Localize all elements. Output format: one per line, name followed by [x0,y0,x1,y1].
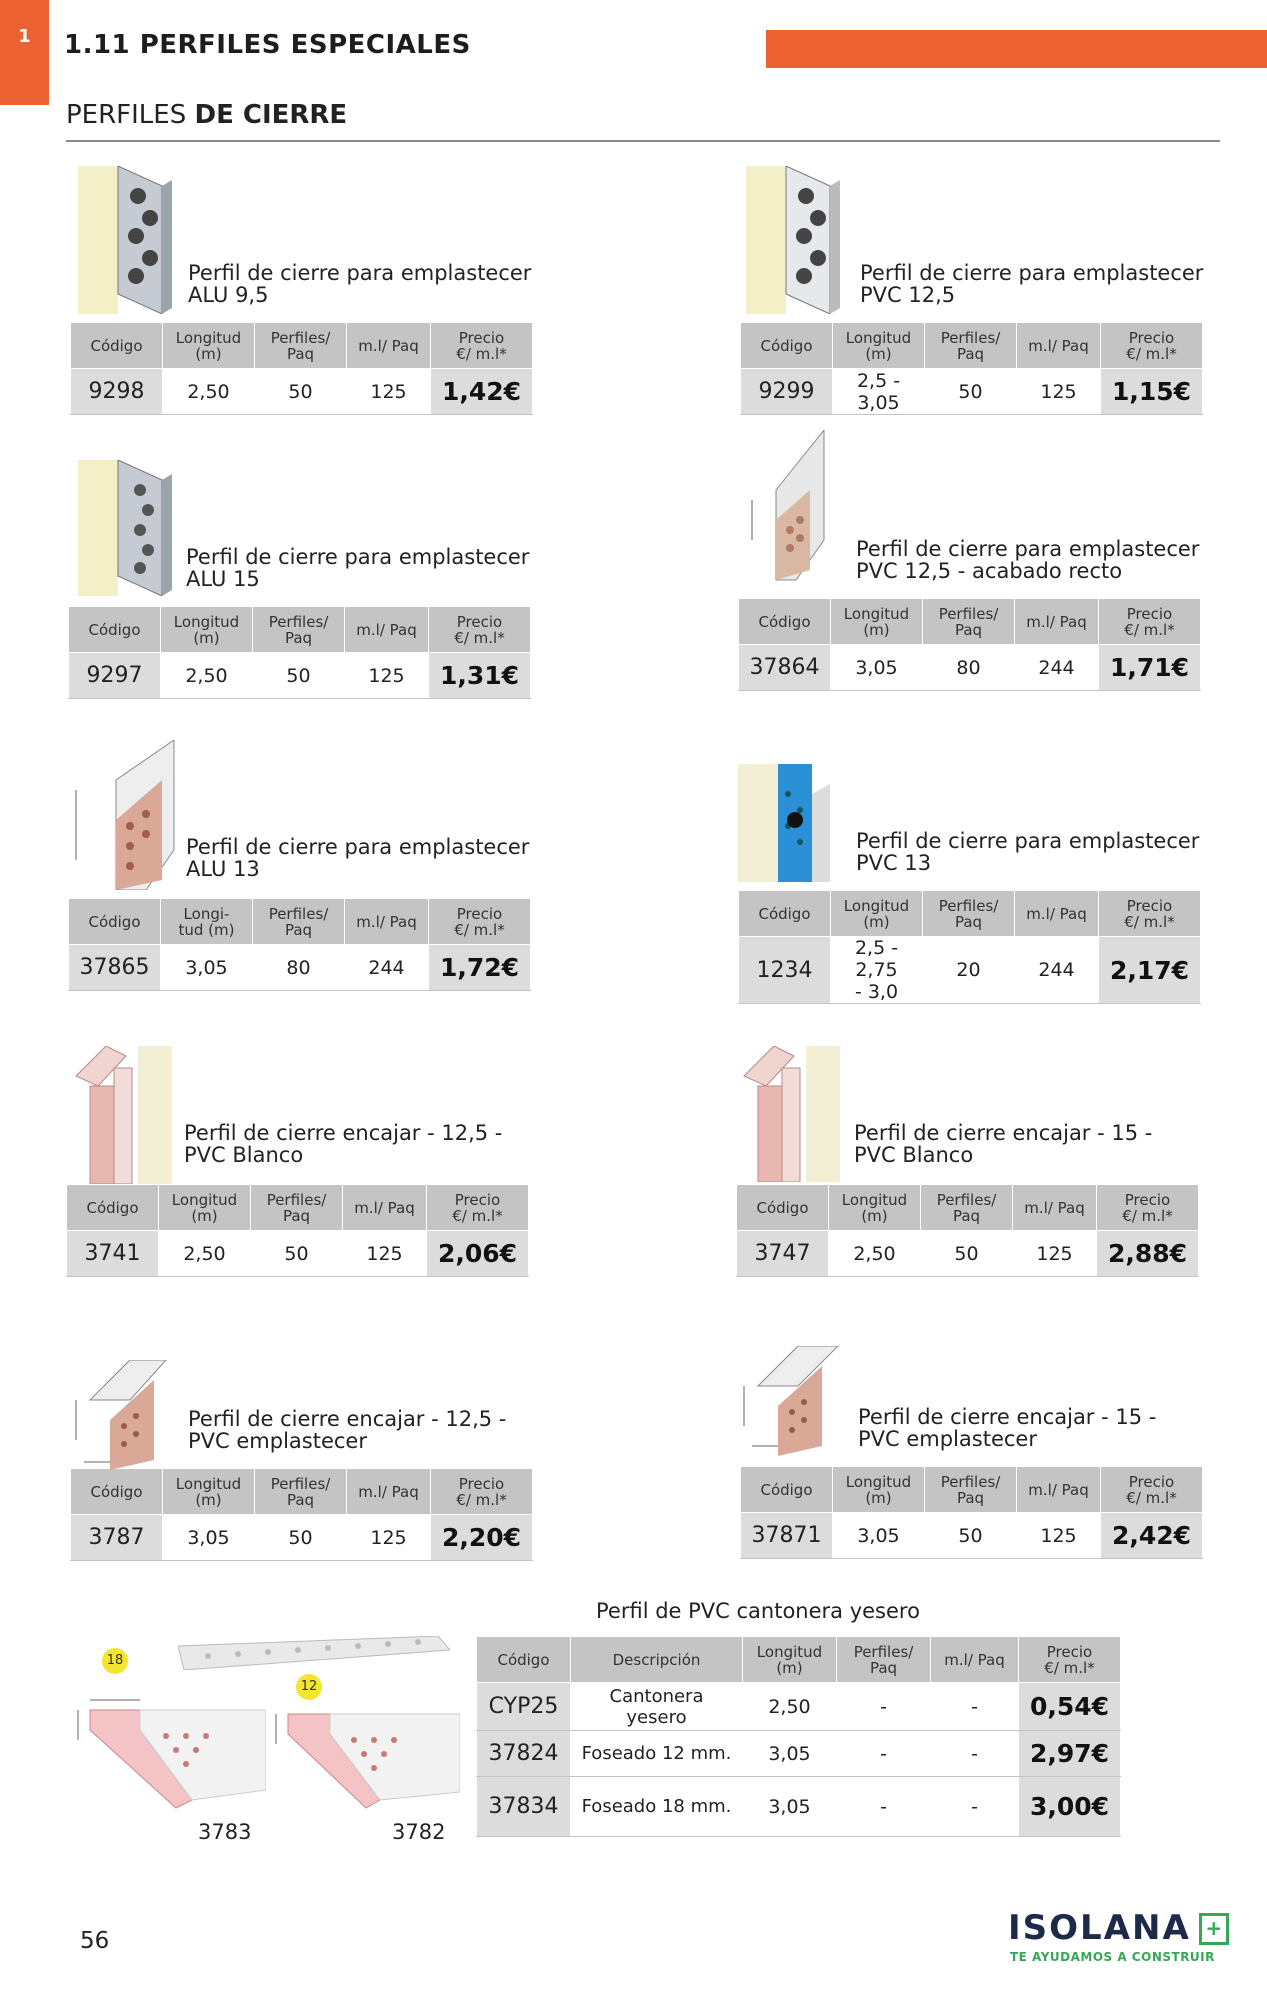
product-title: Perfil de cierre encajar - 12,5 - PVC emplastecer [188,1407,507,1453]
col-header-price: Precio €/ m.l* [1101,323,1203,369]
col-header-length: Longitud (m) [743,1637,837,1683]
profile-illustration [70,1360,170,1470]
cell-per-pack: 50 [255,369,347,415]
product-title: Perfil de cierre encajar - 12,5 - PVC Blanco [184,1121,503,1167]
cell-code: CYP25 [477,1683,571,1731]
cell-ml-pack: - [931,1731,1019,1777]
col-header-code: Código [741,1467,833,1513]
col-header-code: Código [741,323,833,369]
logo-plus-icon: + [1199,1913,1229,1945]
product-title: Perfil de cierre para emplastecer PVC 13 [856,829,1200,875]
cell-code: 1234 [739,937,831,1004]
col-header-per-pack: Perfiles/ Paq [251,1185,343,1231]
col-header-price: Precio €/ m.l* [1099,599,1201,645]
cell-length: 3,05 [833,1513,925,1559]
col-header-ml-pack: m.l/ Paq [1015,891,1099,937]
col-header-length: Longitud (m) [833,1467,925,1513]
cell-per-pack: - [837,1731,931,1777]
col-header-per-pack: Perfiles/ Paq [837,1637,931,1683]
col-header-per-pack: Perfiles/ Paq [253,899,345,945]
product-table [738,598,1201,691]
cell-ml-pack: 125 [1017,1513,1101,1559]
profile-illustration [746,166,842,314]
cell-per-pack: 80 [923,645,1015,691]
col-header-length: Longitud (m) [163,1469,255,1515]
cell-price: 2,42€ [1101,1513,1203,1559]
header-accent-bar [766,30,1267,68]
profile-illustration [66,740,178,890]
cantonera-diagram [76,1690,266,1810]
col-header-length: Longitud (m) [831,891,923,937]
product-table [66,1184,529,1277]
col-header-ml-pack: m.l/ Paq [345,899,429,945]
cell-length: 2,50 [829,1231,921,1277]
cell-price: 2,06€ [427,1231,529,1277]
col-header-price: Precio €/ m.l* [1019,1637,1121,1683]
col-header-length: Longitud (m) [161,607,253,653]
cell-code: 9297 [69,653,161,699]
col-header-ml-pack: m.l/ Paq [1013,1185,1097,1231]
cell-length: 3,05 [163,1515,255,1561]
col-header-code: Código [739,599,831,645]
col-header-price: Precio €/ m.l* [429,899,531,945]
cell-per-pack: 50 [921,1231,1013,1277]
product-title: Perfil de cierre para emplastecer PVC 12,5 [860,261,1204,307]
section-title: PERFILES DE CIERRE [66,100,1220,142]
table-row [477,1777,1121,1837]
col-header-ml-pack: m.l/ Paq [343,1185,427,1231]
col-header-ml-pack: m.l/ Paq [347,323,431,369]
col-header-code: Código [69,607,161,653]
page-title: 1.11 PERFILES ESPECIALES [64,30,471,60]
chapter-tab [0,0,49,105]
cantonera-diagram [274,1700,460,1810]
cell-ml-pack: 125 [347,1515,431,1561]
col-header-ml-pack: m.l/ Paq [345,607,429,653]
product-table [740,1466,1203,1559]
cell-price: 2,20€ [431,1515,533,1561]
cell-code: 3787 [71,1515,163,1561]
col-header-per-pack: Perfiles/ Paq [921,1185,1013,1231]
brand-slogan: TE AYUDAMOS A CONSTRUIR [1010,1950,1215,1964]
product-table [738,890,1201,1004]
cell-length: 2,5 - 3,05 [833,369,925,415]
cell-per-pack: 50 [925,1513,1017,1559]
cell-price: 0,54€ [1019,1683,1121,1731]
cell-per-pack: 80 [253,945,345,991]
product-table [70,1468,533,1561]
col-header-code: Código [739,891,831,937]
cell-length: 2,50 [159,1231,251,1277]
cantonera-photo [178,1636,450,1670]
product-title: Perfil de cierre para emplastecer PVC 12,5 - acabado recto [856,537,1200,583]
col-header-per-pack: Perfiles/ Paq [923,891,1015,937]
col-header-ml-pack: m.l/ Paq [931,1637,1019,1683]
profile-illustration [738,1346,844,1456]
profile-illustration [746,430,836,590]
product-title: Perfil de cierre para emplastecer ALU 15 [186,545,530,591]
cell-code: 3741 [67,1231,159,1277]
col-header-ml-pack: m.l/ Paq [1017,1467,1101,1513]
cell-ml-pack: 244 [1015,645,1099,691]
col-header-per-pack: Perfiles/ Paq [253,607,345,653]
col-header-code: Código [71,1469,163,1515]
cell-per-pack: 20 [923,937,1015,1004]
cell-length: 2,50 [743,1683,837,1731]
col-header-length: Longitud (m) [831,599,923,645]
cell-price: 2,88€ [1097,1231,1199,1277]
col-header-code: Código [477,1637,571,1683]
product-table [68,606,531,699]
cell-length: 3,05 [743,1731,837,1777]
cell-description: Foseado 18 mm. [571,1777,743,1837]
col-header-price: Precio €/ m.l* [1097,1185,1199,1231]
col-header-per-pack: Perfiles/ Paq [925,323,1017,369]
chapter-number: 1 [18,26,31,47]
size-badge: 18 [102,1648,128,1674]
cell-price: 1,72€ [429,945,531,991]
cell-code: 37824 [477,1731,571,1777]
cell-description: Cantonera yesero [571,1683,743,1731]
cell-price: 1,71€ [1099,645,1201,691]
cantonera-title: Perfil de PVC cantonera yesero [596,1599,920,1623]
cell-ml-pack: - [931,1777,1019,1837]
product-title: Perfil de cierre encajar - 15 - PVC emplastecer [858,1405,1157,1451]
col-header-length: Longitud (m) [833,323,925,369]
col-header-description: Descripción [571,1637,743,1683]
product-table [68,898,531,991]
profile-illustration [78,460,174,596]
table-row [477,1731,1121,1777]
cell-code: 3747 [737,1231,829,1277]
cell-code: 37864 [739,645,831,691]
cell-ml-pack: 125 [345,653,429,699]
col-header-code: Código [71,323,163,369]
col-header-length: Longi- tud (m) [161,899,253,945]
cell-code: 37865 [69,945,161,991]
cell-length: 2,5 - 2,75 - 3,0 [831,937,923,1004]
cell-ml-pack: 125 [347,369,431,415]
cell-code: 9298 [71,369,163,415]
brand-logo: ISOLANA + [1008,1908,1229,1948]
size-badge: 12 [296,1674,322,1700]
col-header-code: Código [67,1185,159,1231]
cell-price: 1,15€ [1101,369,1203,415]
col-header-code: Código [69,899,161,945]
col-header-ml-pack: m.l/ Paq [1017,323,1101,369]
col-header-price: Precio €/ m.l* [429,607,531,653]
cell-ml-pack: 125 [1017,369,1101,415]
cell-ml-pack: 244 [1015,937,1099,1004]
cell-ml-pack: - [931,1683,1019,1731]
profile-illustration [738,764,834,882]
profile-illustration [66,1046,176,1184]
product-title: Perfil de cierre para emplastecer ALU 9,5 [188,261,532,307]
col-header-length: Longitud (m) [163,323,255,369]
cell-code: 37871 [741,1513,833,1559]
product-table [70,322,533,415]
col-header-length: Longitud (m) [159,1185,251,1231]
cell-length: 3,05 [161,945,253,991]
col-header-price: Precio €/ m.l* [1099,891,1201,937]
cell-per-pack: - [837,1777,931,1837]
reference-code: 3782 [392,1820,446,1844]
cell-ml-pack: 244 [345,945,429,991]
col-header-ml-pack: m.l/ Paq [347,1469,431,1515]
col-header-per-pack: Perfiles/ Paq [923,599,1015,645]
col-header-per-pack: Perfiles/ Paq [925,1467,1017,1513]
col-header-ml-pack: m.l/ Paq [1015,599,1099,645]
col-header-code: Código [737,1185,829,1231]
col-header-price: Precio €/ m.l* [431,1469,533,1515]
reference-code: 3783 [198,1820,252,1844]
product-table [740,322,1203,415]
cell-ml-pack: 125 [1013,1231,1097,1277]
col-header-per-pack: Perfiles/ Paq [255,323,347,369]
col-header-price: Precio €/ m.l* [1101,1467,1203,1513]
cell-price: 2,97€ [1019,1731,1121,1777]
cell-code: 9299 [741,369,833,415]
col-header-price: Precio €/ m.l* [427,1185,529,1231]
cell-length: 3,05 [743,1777,837,1837]
cell-price: 1,42€ [431,369,533,415]
product-table [736,1184,1199,1277]
cell-per-pack: 50 [925,369,1017,415]
product-title: Perfil de cierre para emplastecer ALU 13 [186,835,530,881]
cell-per-pack: - [837,1683,931,1731]
cell-length: 3,05 [831,645,923,691]
profile-illustration [78,166,174,314]
cell-price: 1,31€ [429,653,531,699]
cell-per-pack: 50 [251,1231,343,1277]
cell-length: 2,50 [161,653,253,699]
col-header-price: Precio €/ m.l* [431,323,533,369]
table-row [477,1683,1121,1731]
profile-illustration [734,1046,844,1182]
cell-code: 37834 [477,1777,571,1837]
cell-length: 2,50 [163,369,255,415]
cell-price: 2,17€ [1099,937,1201,1004]
col-header-per-pack: Perfiles/ Paq [255,1469,347,1515]
cell-description: Foseado 12 mm. [571,1731,743,1777]
cell-per-pack: 50 [253,653,345,699]
cell-price: 3,00€ [1019,1777,1121,1837]
page-number: 56 [80,1928,110,1954]
col-header-length: Longitud (m) [829,1185,921,1231]
cell-ml-pack: 125 [343,1231,427,1277]
product-title: Perfil de cierre encajar - 15 - PVC Blanco [854,1121,1153,1167]
cantonera-table [476,1636,1121,1837]
cell-per-pack: 50 [255,1515,347,1561]
